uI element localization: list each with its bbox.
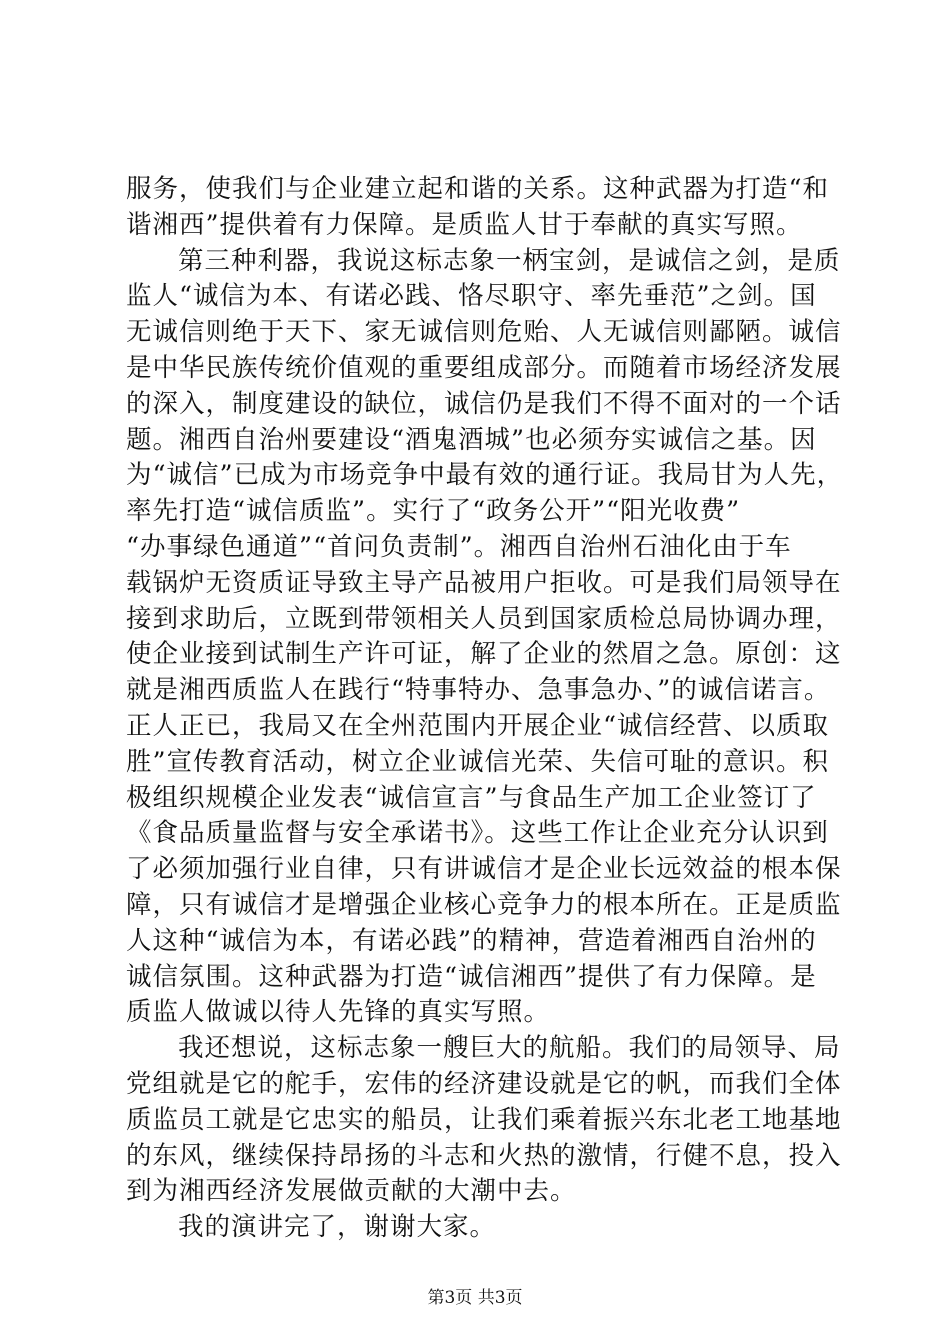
text-line-paragraph-start: 我的演讲完了，谢谢大家。 bbox=[178, 1212, 497, 1243]
text-line: 质监员工就是它忠实的船员，让我们乘着振兴东北老工地基地 bbox=[126, 1104, 842, 1135]
text-line: 极组织规模企业发表“诚信宣言”与食品生产加工企业签订了 bbox=[126, 782, 817, 813]
text-line: 接到求助后，立既到带领相关人员到国家质检总局协调办理， bbox=[126, 603, 842, 634]
page-footer bbox=[0, 1283, 950, 1308]
text-line: 的深入，制度建设的缺位，诚信仍是我们不得不面对的一个话 bbox=[126, 388, 842, 419]
text-line: 载锅炉无资质证导致主导产品被用户拒收。可是我们局领导在 bbox=[126, 567, 842, 598]
text-line: “办事绿色通道”“首问负责制”。湘西自治州石油化由于车 bbox=[126, 531, 792, 562]
document-body bbox=[126, 172, 844, 1246]
text-line: 就是湘西质监人在践行“特事特办、急事急办、”的诚信诺言。 bbox=[126, 675, 831, 706]
text-line: 监人“诚信为本、有诺必践、恪尽职守、率先垂范”之剑。国 bbox=[126, 281, 817, 312]
text-line: 是中华民族传统价值观的重要组成部分。而随着市场经济发展 bbox=[126, 352, 842, 383]
text-line: 服务，使我们与企业建立起和谐的关系。这种武器为打造“和 bbox=[126, 174, 830, 204]
text-line-paragraph-start: 第三种利器，我说这标志象一柄宝剑，是诚信之剑，是质 bbox=[178, 245, 841, 276]
page-number-label: 第3页 共3页 bbox=[427, 1288, 523, 1308]
text-line: 率先打造“诚信质监”。实行了“政务公开”“阳光收费” bbox=[126, 496, 741, 527]
text-line: 为“诚信”已成为市场竞争中最有效的通行证。我局甘为人先， bbox=[126, 460, 844, 491]
text-line: 质监人做诚以待人先锋的真实写照。 bbox=[126, 997, 551, 1028]
text-line: 谐湘西”提供着有力保障。是质监人甘于奉献的真实写照。 bbox=[126, 209, 803, 240]
text-line: 到为湘西经济发展做贡献的大潮中去。 bbox=[126, 1176, 577, 1207]
text-line: 诚信氛围。这种武器为打造“诚信湘西”提供了有力保障。是 bbox=[126, 961, 817, 992]
text-line: 无诚信则绝于天下、家无诚信则危贻、人无诚信则鄙陋。诚信 bbox=[126, 317, 842, 348]
text-line: 《食品质量监督与安全承诺书》。这些工作让企业充分认识到 bbox=[126, 818, 829, 849]
text-line: 障，只有诚信才是增强企业核心竞争力的根本所在。正是质监 bbox=[126, 889, 842, 920]
text-line: 使企业接到试制生产许可证，解了企业的然眉之急。原创：这 bbox=[126, 639, 842, 670]
text-line: 的东风，继续保持昂扬的斗志和火热的激情，行健不息，投入 bbox=[126, 1140, 842, 1171]
text-line: 了必须加强行业自律，只有讲诚信才是企业长远效益的根本保 bbox=[126, 854, 842, 885]
text-line: 党组就是它的舵手，宏伟的经济建设就是它的帆，而我们全体 bbox=[126, 1068, 842, 1099]
text-line: 人这种“诚信为本，有诺必践”的精神，营造着湘西自治州的 bbox=[126, 925, 817, 956]
text-line-paragraph-start: 我还想说，这标志象一艘巨大的航船。我们的局领导、局 bbox=[178, 1033, 841, 1064]
text-line: 胜”宣传教育活动，树立企业诚信光荣、失信可耻的意识。积 bbox=[126, 746, 830, 777]
text-line: 题。湘西自治州要建设“酒鬼酒城”也必须夯实诚信之基。因 bbox=[126, 424, 817, 455]
text-line: 正人正已，我局又在全州范围内开展企业“诚信经营、以质取 bbox=[126, 710, 830, 741]
